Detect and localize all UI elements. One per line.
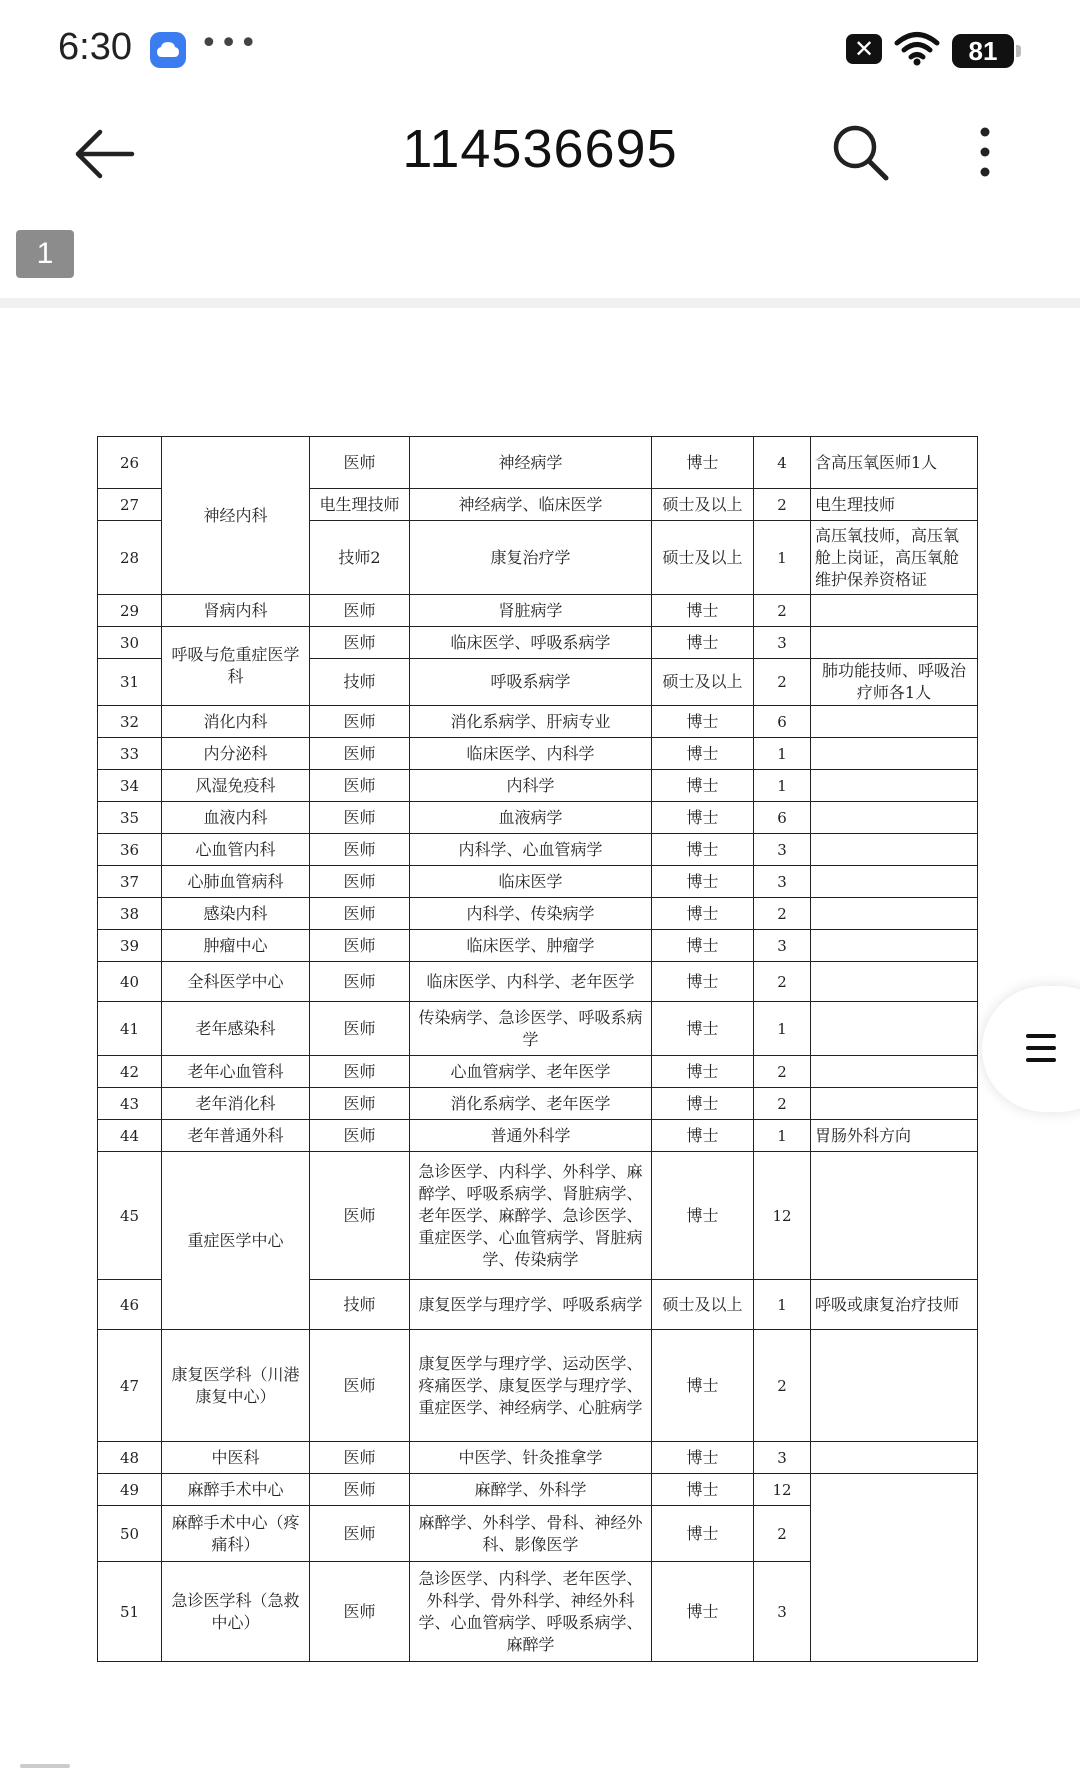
row-number: 32 <box>98 706 162 738</box>
major-cell: 临床医学、肿瘤学 <box>410 930 652 962</box>
department-cell: 中医科 <box>162 1442 310 1474</box>
post-cell: 医师 <box>310 437 410 489</box>
count-cell: 2 <box>754 1330 811 1442</box>
count-cell: 3 <box>754 627 811 659</box>
notification-more-icon: ••• <box>200 26 260 61</box>
major-cell: 急诊医学、内科学、老年医学、外科学、骨外科学、神经外科学、心血管病学、呼吸系病学、麻醉学 <box>410 1562 652 1662</box>
sim-off-icon: ✕ <box>846 34 882 64</box>
floating-menu-button[interactable] <box>982 986 1080 1112</box>
row-number: 36 <box>98 834 162 866</box>
education-cell: 博士 <box>652 930 754 962</box>
table-row <box>98 1088 978 1120</box>
major-cell: 临床医学、内科学 <box>410 738 652 770</box>
post-cell: 电生理技师 <box>310 489 410 521</box>
row-number: 39 <box>98 930 162 962</box>
wifi-icon <box>893 30 941 70</box>
status-bar <box>0 0 1080 100</box>
row-number: 31 <box>98 659 162 706</box>
recruitment-table <box>97 436 978 1662</box>
row-number: 37 <box>98 866 162 898</box>
post-cell: 医师 <box>310 1562 410 1662</box>
count-cell: 6 <box>754 802 811 834</box>
major-cell: 临床医学、呼吸系病学 <box>410 627 652 659</box>
major-cell: 消化系病学、老年医学 <box>410 1088 652 1120</box>
row-number: 33 <box>98 738 162 770</box>
department-cell: 感染内科 <box>162 898 310 930</box>
table-row <box>98 738 978 770</box>
count-cell: 3 <box>754 834 811 866</box>
row-number: 38 <box>98 898 162 930</box>
count-cell: 2 <box>754 1088 811 1120</box>
education-cell: 博士 <box>652 1088 754 1120</box>
department-cell: 肾病内科 <box>162 595 310 627</box>
table-row <box>98 706 978 738</box>
major-cell: 麻醉学、外科学 <box>410 1474 652 1506</box>
count-cell: 1 <box>754 1120 811 1152</box>
post-cell: 医师 <box>310 834 410 866</box>
table-row <box>98 627 978 659</box>
education-cell: 博士 <box>652 1506 754 1562</box>
major-cell: 中医学、针灸推拿学 <box>410 1442 652 1474</box>
count-cell: 12 <box>754 1152 811 1280</box>
post-cell: 医师 <box>310 962 410 1002</box>
department-cell: 老年消化科 <box>162 1088 310 1120</box>
count-cell: 2 <box>754 489 811 521</box>
note-cell <box>811 930 978 962</box>
count-cell: 3 <box>754 1562 811 1662</box>
major-cell: 内科学、传染病学 <box>410 898 652 930</box>
department-cell: 神经内科 <box>162 437 310 595</box>
department-cell: 血液内科 <box>162 802 310 834</box>
major-cell: 消化系病学、肝病专业 <box>410 706 652 738</box>
table-row <box>98 1330 978 1442</box>
note-cell: 含高压氧医师1人 <box>811 437 978 489</box>
department-cell: 麻醉手术中心（疼痛科） <box>162 1506 310 1562</box>
row-number: 44 <box>98 1120 162 1152</box>
note-cell <box>811 627 978 659</box>
major-cell: 神经病学、临床医学 <box>410 489 652 521</box>
battery-indicator: 81 <box>952 34 1014 68</box>
post-cell: 医师 <box>310 898 410 930</box>
table-row <box>98 1152 978 1280</box>
row-number: 46 <box>98 1280 162 1330</box>
document-title: 114536695 <box>402 119 678 179</box>
note-cell <box>811 706 978 738</box>
note-cell <box>811 1474 978 1662</box>
department-cell: 老年感染科 <box>162 1002 310 1056</box>
major-cell: 康复医学与理疗学、呼吸系病学 <box>410 1280 652 1330</box>
department-cell: 消化内科 <box>162 706 310 738</box>
education-cell: 博士 <box>652 437 754 489</box>
row-number: 35 <box>98 802 162 834</box>
department-cell: 老年心血管科 <box>162 1056 310 1088</box>
major-cell: 肾脏病学 <box>410 595 652 627</box>
post-cell: 医师 <box>310 1506 410 1562</box>
education-cell: 博士 <box>652 1152 754 1280</box>
department-cell: 老年普通外科 <box>162 1120 310 1152</box>
education-cell: 博士 <box>652 1002 754 1056</box>
row-number: 41 <box>98 1002 162 1056</box>
major-cell: 血液病学 <box>410 802 652 834</box>
search-icon <box>828 120 892 184</box>
row-number: 28 <box>98 521 162 595</box>
post-cell: 医师 <box>310 1120 410 1152</box>
table-row <box>98 802 978 834</box>
education-cell: 硕士及以上 <box>652 1280 754 1330</box>
education-cell: 博士 <box>652 706 754 738</box>
count-cell: 2 <box>754 1056 811 1088</box>
table-row <box>98 1056 978 1088</box>
education-cell: 博士 <box>652 834 754 866</box>
note-cell: 高压氧技师，高压氧舱上岗证，高压氧舱维护保养资格证 <box>811 521 978 595</box>
count-cell: 1 <box>754 738 811 770</box>
post-cell: 医师 <box>310 627 410 659</box>
education-cell: 博士 <box>652 898 754 930</box>
education-cell: 博士 <box>652 1474 754 1506</box>
department-cell: 呼吸与危重症医学科 <box>162 627 310 706</box>
department-cell: 肿瘤中心 <box>162 930 310 962</box>
education-cell: 硕士及以上 <box>652 489 754 521</box>
row-number: 50 <box>98 1506 162 1562</box>
status-time: 6:30 <box>58 26 132 68</box>
table-row <box>98 930 978 962</box>
note-cell <box>811 595 978 627</box>
table-row <box>98 962 978 1002</box>
major-cell: 麻醉学、外科学、骨科、神经外科、影像医学 <box>410 1506 652 1562</box>
major-cell: 神经病学 <box>410 437 652 489</box>
cloud-app-icon <box>150 32 186 68</box>
post-cell: 技师 <box>310 1280 410 1330</box>
note-cell <box>811 802 978 834</box>
department-cell: 心血管内科 <box>162 834 310 866</box>
post-cell: 医师 <box>310 738 410 770</box>
note-cell <box>811 866 978 898</box>
education-cell: 博士 <box>652 627 754 659</box>
major-cell: 临床医学 <box>410 866 652 898</box>
education-cell: 博士 <box>652 802 754 834</box>
post-cell: 医师 <box>310 1088 410 1120</box>
count-cell: 6 <box>754 706 811 738</box>
table-row <box>98 866 978 898</box>
count-cell: 2 <box>754 962 811 1002</box>
count-cell: 1 <box>754 770 811 802</box>
department-cell: 风湿免疫科 <box>162 770 310 802</box>
count-cell: 2 <box>754 898 811 930</box>
count-cell: 3 <box>754 1442 811 1474</box>
major-cell: 传染病学、急诊医学、呼吸系病学 <box>410 1002 652 1056</box>
note-cell <box>811 1002 978 1056</box>
count-cell: 3 <box>754 866 811 898</box>
department-cell: 重症医学中心 <box>162 1152 310 1330</box>
count-cell: 2 <box>754 659 811 706</box>
search-button[interactable] <box>828 120 892 184</box>
row-number: 51 <box>98 1562 162 1662</box>
post-cell: 技师 <box>310 659 410 706</box>
post-cell: 医师 <box>310 1152 410 1280</box>
more-options-button[interactable] <box>965 122 1005 182</box>
education-cell: 博士 <box>652 770 754 802</box>
post-cell: 医师 <box>310 770 410 802</box>
education-cell: 博士 <box>652 962 754 1002</box>
major-cell: 普通外科学 <box>410 1120 652 1152</box>
post-cell: 医师 <box>310 930 410 962</box>
note-cell <box>811 1330 978 1442</box>
education-cell: 博士 <box>652 1056 754 1088</box>
home-indicator <box>20 1764 70 1768</box>
major-cell: 心血管病学、老年医学 <box>410 1056 652 1088</box>
count-cell: 4 <box>754 437 811 489</box>
note-cell: 胃肠外科方向 <box>811 1120 978 1152</box>
row-number: 27 <box>98 489 162 521</box>
table-row <box>98 437 978 489</box>
count-cell: 2 <box>754 1506 811 1562</box>
table-row <box>98 770 978 802</box>
major-cell: 呼吸系病学 <box>410 659 652 706</box>
post-cell: 医师 <box>310 595 410 627</box>
count-cell: 1 <box>754 1002 811 1056</box>
note-cell <box>811 738 978 770</box>
table-row <box>98 595 978 627</box>
count-cell: 3 <box>754 930 811 962</box>
major-cell: 内科学 <box>410 770 652 802</box>
table-row <box>98 898 978 930</box>
note-cell <box>811 898 978 930</box>
table-row <box>98 1002 978 1056</box>
row-number: 43 <box>98 1088 162 1120</box>
row-number: 30 <box>98 627 162 659</box>
education-cell: 博士 <box>652 866 754 898</box>
row-number: 40 <box>98 962 162 1002</box>
table-row <box>98 1120 978 1152</box>
major-cell: 康复治疗学 <box>410 521 652 595</box>
row-number: 48 <box>98 1442 162 1474</box>
more-vertical-icon <box>965 122 1005 182</box>
post-cell: 技师2 <box>310 521 410 595</box>
table-row <box>98 834 978 866</box>
row-number: 26 <box>98 437 162 489</box>
department-cell: 全科医学中心 <box>162 962 310 1002</box>
note-cell: 呼吸或康复治疗技师 <box>811 1280 978 1330</box>
post-cell: 医师 <box>310 866 410 898</box>
count-cell: 1 <box>754 521 811 595</box>
post-cell: 医师 <box>310 1002 410 1056</box>
post-cell: 医师 <box>310 1442 410 1474</box>
note-cell <box>811 770 978 802</box>
post-cell: 医师 <box>310 802 410 834</box>
education-cell: 博士 <box>652 595 754 627</box>
education-cell: 博士 <box>652 1120 754 1152</box>
note-cell <box>811 1088 978 1120</box>
row-number: 45 <box>98 1152 162 1280</box>
note-cell: 肺功能技师、呼吸治疗师各1人 <box>811 659 978 706</box>
count-cell: 12 <box>754 1474 811 1506</box>
table-row <box>98 1474 978 1506</box>
post-cell: 医师 <box>310 706 410 738</box>
post-cell: 医师 <box>310 1474 410 1506</box>
department-cell: 急诊医学科（急救中心） <box>162 1562 310 1662</box>
row-number: 34 <box>98 770 162 802</box>
row-number: 42 <box>98 1056 162 1088</box>
count-cell: 1 <box>754 1280 811 1330</box>
page-number-chip: 1 <box>16 230 74 278</box>
note-cell <box>811 1056 978 1088</box>
department-cell: 麻醉手术中心 <box>162 1474 310 1506</box>
post-cell: 医师 <box>310 1330 410 1442</box>
department-cell: 心肺血管病科 <box>162 866 310 898</box>
note-cell <box>811 962 978 1002</box>
post-cell: 医师 <box>310 1056 410 1088</box>
department-cell: 康复医学科（川港康复中心） <box>162 1330 310 1442</box>
education-cell: 博士 <box>652 1330 754 1442</box>
note-cell <box>811 1152 978 1280</box>
note-cell <box>811 834 978 866</box>
row-number: 29 <box>98 595 162 627</box>
major-cell: 内科学、心血管病学 <box>410 834 652 866</box>
row-number: 47 <box>98 1330 162 1442</box>
note-cell: 电生理技师 <box>811 489 978 521</box>
page-strip <box>0 210 1080 308</box>
count-cell: 2 <box>754 595 811 627</box>
education-cell: 硕士及以上 <box>652 521 754 595</box>
app-bar <box>0 100 1080 210</box>
education-cell: 硕士及以上 <box>652 659 754 706</box>
note-cell <box>811 1442 978 1474</box>
education-cell: 博士 <box>652 738 754 770</box>
table-row <box>98 1442 978 1474</box>
major-cell: 康复医学与理疗学、运动医学、疼痛医学、康复医学与理疗学、重症医学、神经病学、心脏病学 <box>410 1330 652 1442</box>
row-number: 49 <box>98 1474 162 1506</box>
major-cell: 急诊医学、内科学、外科学、麻醉学、呼吸系病学、肾脏病学、老年医学、麻醉学、急诊医学、重症医学、心血管病学、肾脏病学、传染病学 <box>410 1152 652 1280</box>
department-cell: 内分泌科 <box>162 738 310 770</box>
education-cell: 博士 <box>652 1562 754 1662</box>
major-cell: 临床医学、内科学、老年医学 <box>410 962 652 1002</box>
education-cell: 博士 <box>652 1442 754 1474</box>
